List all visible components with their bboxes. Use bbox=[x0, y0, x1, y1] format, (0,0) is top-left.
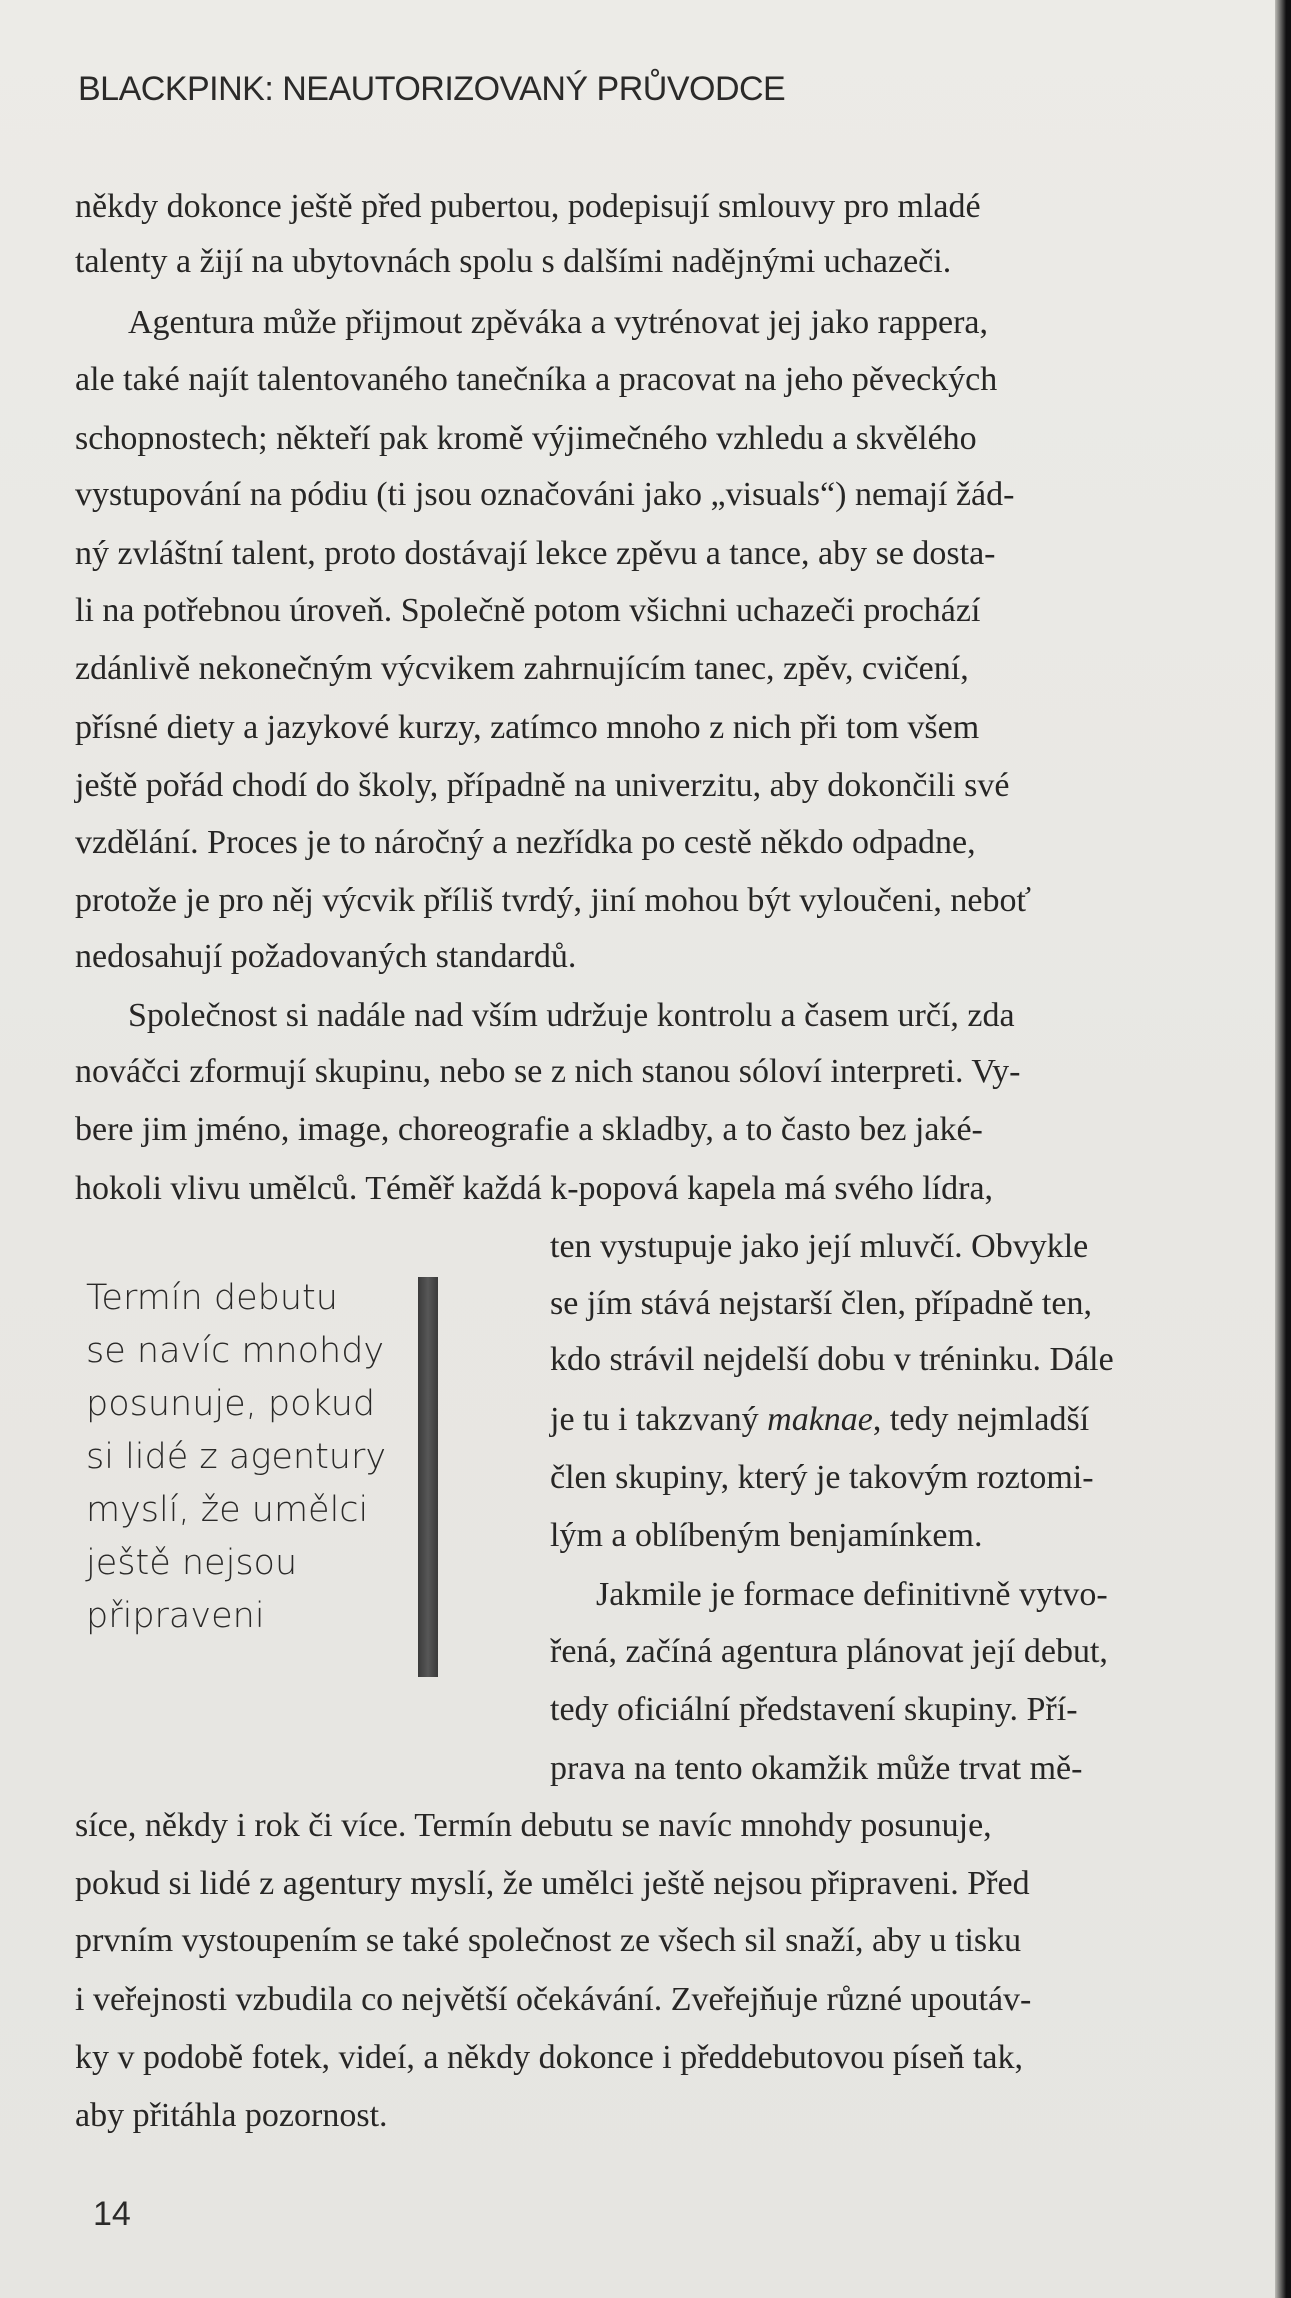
running-head: BLACKPINK: NEAUTORIZOVANÝ PRŮVODCE bbox=[78, 70, 786, 108]
text-line: se jím stává nejstarší člen, případně ten, bbox=[550, 1285, 1092, 1322]
text-line: ten vystupuje jako její mluvčí. Obvykle bbox=[550, 1228, 1089, 1265]
text-line: vystupování na pódiu (ti jsou označováni jako „visuals“) nemají žád- bbox=[75, 476, 1015, 513]
pull-quote-line: připraveni bbox=[86, 1596, 265, 1636]
text-line: člen skupiny, který je takovým roztomi- bbox=[550, 1459, 1094, 1496]
text-line: talenty a žijí na ubytovnách spolu s dalšími nadějnými uchazeči. bbox=[75, 243, 952, 280]
text-line: ky v podobě fotek, videí, a někdy dokonce i předdebutovou píseň tak, bbox=[75, 2039, 1023, 2076]
text-line: přísné diety a jazykové kurzy, zatímco mnoho z nich při tom všem bbox=[75, 709, 980, 746]
italic-term: maknae bbox=[767, 1401, 873, 1438]
text-line: síce, někdy i rok či více. Termín debutu se navíc mnohdy posunuje, bbox=[75, 1807, 992, 1844]
pull-quote-text bbox=[86, 1272, 426, 1643]
text-line: ný zvláštní talent, proto dostávají lekce zpěvu a tance, aby se dosta- bbox=[75, 535, 996, 572]
text-line: Společnost si nadále nad vším udržuje kontrolu a časem určí, zda bbox=[128, 997, 1015, 1034]
text-line: lým a oblíbeným benjamínkem. bbox=[550, 1517, 983, 1554]
text-line: ještě pořád chodí do školy, případně na univerzitu, aby dokončili své bbox=[75, 767, 1010, 804]
pull-quote-line: myslí, že umělci bbox=[86, 1490, 369, 1530]
page-number: 14 bbox=[93, 2195, 131, 2233]
text-line: zdánlivě nekonečným výcvikem zahrnujícím tanec, zpěv, cvičení, bbox=[75, 650, 969, 687]
text-line: nováčci zformují skupinu, nebo se z nich stanou sóloví interpreti. Vy- bbox=[75, 1053, 1021, 1090]
pull-quote-line: si lidé z agentury bbox=[86, 1437, 387, 1477]
text-line: vzdělání. Proces je to náročný a nezřídka po cestě někdo odpadne, bbox=[75, 824, 976, 861]
text-line: aby přitáhla pozornost. bbox=[75, 2097, 388, 2134]
text-line: nedosahují požadovaných standardů. bbox=[75, 938, 577, 975]
text-line: řená, začíná agentura plánovat její debut, bbox=[550, 1633, 1108, 1670]
pull-quote-line: posunuje, pokud bbox=[86, 1384, 376, 1424]
text-line: bere jim jméno, image, choreografie a skladby, a to často bez jaké- bbox=[75, 1111, 983, 1148]
pull-quote-line: ještě nejsou bbox=[86, 1543, 298, 1583]
text-line: i veřejnosti vzbudila co největší očekávání. Zveřejňuje různé upoutáv- bbox=[75, 1981, 1032, 2018]
text-line: li na potřebnou úroveň. Společně potom všichni uchazeči prochází bbox=[75, 592, 981, 629]
text-line: tedy oficiální představení skupiny. Pří- bbox=[550, 1691, 1078, 1728]
text-line: protože je pro něj výcvik příliš tvrdý, jiní mohou být vyloučeni, neboť bbox=[75, 882, 1031, 919]
text-line: ale také najít talentovaného tanečníka a pracovat na jeho pěveckých bbox=[75, 361, 998, 398]
text-line: prvním vystoupením se také společnost ze všech sil snaží, aby u tisku bbox=[75, 1922, 1022, 1959]
text-line: prava na tento okamžik může trvat mě- bbox=[550, 1750, 1083, 1787]
text-line: kdo strávil nejdelší dobu v tréninku. Dále bbox=[550, 1341, 1114, 1378]
pull-quote-line: Termín debutu bbox=[86, 1278, 338, 1318]
text-line: pokud si lidé z agentury myslí, že umělci ještě nejsou připraveni. Před bbox=[75, 1865, 1030, 1902]
text-line: Agentura může přijmout zpěváka a vytrénovat jej jako rappera, bbox=[128, 304, 989, 341]
text-line: Jakmile je formace definitivně vytvo- bbox=[596, 1576, 1108, 1613]
text-line: schopnostech; někteří pak kromě výjimečného vzhledu a skvělého bbox=[75, 420, 977, 457]
pull-quote-line: se navíc mnohdy bbox=[86, 1331, 385, 1371]
text-line: je tu i takzvaný maknae, tedy nejmladší bbox=[550, 1401, 1090, 1438]
pull-quote-bar bbox=[418, 1277, 438, 1677]
text-line: hokoli vlivu umělců. Téměř každá k-popová kapela má svého lídra, bbox=[75, 1170, 994, 1207]
text-line: někdy dokonce ještě před pubertou, podepisují smlouvy pro mladé bbox=[75, 188, 981, 225]
